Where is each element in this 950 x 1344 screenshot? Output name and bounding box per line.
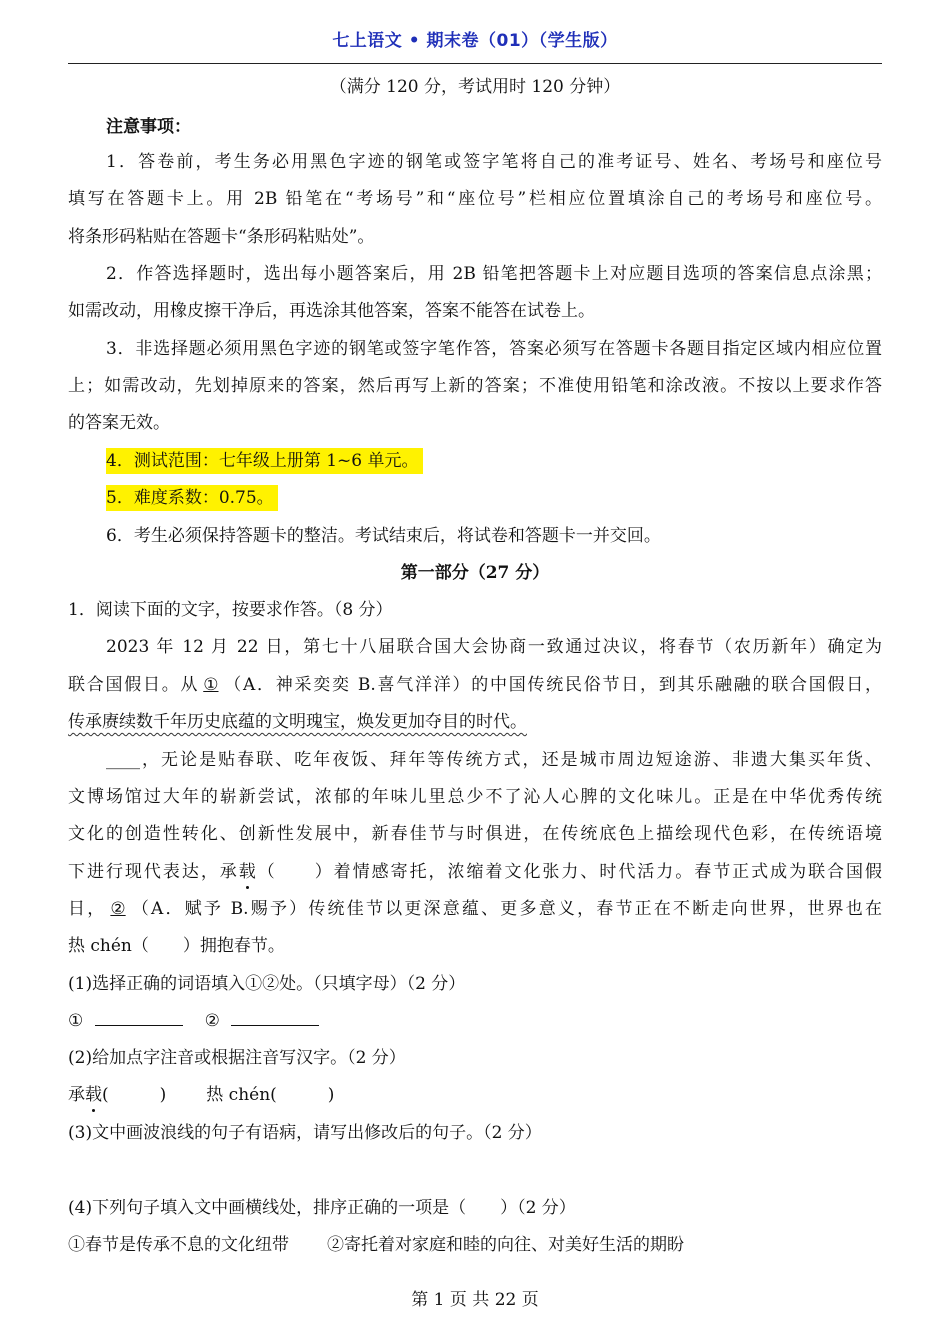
pinyin-answer-1-dotted: 载 [85, 1085, 102, 1105]
passage-p2-line-5 [68, 898, 882, 920]
notice-heading: 注意事项： [106, 117, 191, 137]
notice-item-3-line-2: 上；如需改动，先划掉原来的答案，然后再写上新的答案；不准使用铅笔和涂改液。不按以上要求作答 [68, 376, 882, 396]
passage-p2-line-5-b: （A．赋予 B.赐予）传统佳节以更深意蕴、更多意义，春节正在不断走向世界，世界也在 [129, 899, 882, 919]
passage-p2-line-3: 文化的创造性转化、创新性发展中，新春佳节与时俱进，在传统底色上描绘现代色彩，在传统语境 [68, 824, 882, 844]
passage-p2-line-2: 文博场馆过大年的崭新尝试，浓郁的年味儿里总少不了沁人心脾的文化味儿。正是在中华优秀传统 [68, 787, 882, 807]
passage-p2-line-4 [68, 861, 882, 883]
answer-2-label: ② [204, 1011, 220, 1031]
page-number: 第 1 页 共 22 页 [411, 1290, 539, 1310]
sub-question-1: (1)选择正确的词语填入①②处。（只填字母）（2 分） [68, 974, 466, 994]
passage-p2-line-4-a: 下进行现代表达，承 [68, 862, 239, 882]
passage-p2-line-6: 热 chén（ ）拥抱春节。 [68, 936, 285, 956]
sub-question-2-answers [68, 1084, 882, 1106]
pinyin-answer-1-pre: 承 [68, 1085, 85, 1105]
passage-p1-line-1: 2023 年 12 月 22 日，第七十八届联合国大会协商一致通过决议，将春节（农历新年）确定为 [106, 637, 882, 657]
passage-p1-line-2-b: （A．神采奕奕 B.喜气洋洋）的中国传统民俗节日，到其乐融融的联合国假日， [222, 675, 883, 695]
answer-1-label: ① [68, 1011, 84, 1031]
sub-question-2: (2)给加点字注音或根据注音写汉字。（2 分） [68, 1048, 406, 1068]
part-1-title: 第一部分（27 分） [400, 563, 550, 583]
answer-2-blank[interactable] [231, 1011, 319, 1026]
passage-p2-line-4-b: （ ）着情感寄托，浓缩着文化张力、时代活力。春节正式成为联合国假 [255, 862, 883, 882]
fill-blank-line: ____ [106, 750, 140, 770]
passage-p1-line-2-a: 联合国假日。从 [68, 675, 200, 695]
question-1-prompt: 1．阅读下面的文字，按要求作答。（8 分） [68, 600, 393, 620]
sub-question-4: (4)下列句子填入文中画横线处，排序正确的一项是（ ）（2 分） [68, 1198, 576, 1218]
notice-item-1-line-2: 填写在答题卡上。用 2B 铅笔在“考场号”和“座位号”栏相应位置填涂自己的考场号和座位号。 [68, 189, 882, 209]
passage-p2-line-1-text: ，无论是贴春联、吃年夜饭、拜年等传统方式，还是城市周边短途游、非遗大集买年货、 [140, 750, 882, 770]
notice-item-6: 6．考生必须保持答题卡的整洁。考试结束后，将试卷和答题卡一并交回。 [106, 526, 661, 546]
passage-p2-line-1 [106, 749, 882, 771]
blank-2-marker: ② [110, 899, 126, 919]
header-divider [68, 63, 882, 64]
page-header-title: 七上语文 • 期末卷（01）（学生版） [332, 31, 618, 51]
notice-item-4 [106, 450, 920, 472]
notice-item-1-line-1: 1．答卷前，考生务必用黑色字迹的钢笔或签字笔将自己的准考证号、姓名、考场号和座位号 [106, 152, 882, 172]
notice-item-3-line-3: 的答案无效。 [68, 413, 170, 433]
notice-item-3-line-1: 3．非选择题必须用黑色字迹的钢笔或签字笔作答，答案必须写在答题卡各题目指定区域内相应位置 [106, 339, 882, 359]
option-2: ②寄托着对家庭和睦的向往、对美好生活的期盼 [327, 1235, 684, 1255]
notice-item-5-highlight: 5．难度系数：0.75。 [106, 485, 278, 511]
dotted-char-zai: 载 [238, 862, 256, 882]
sub-question-1-answers [68, 1010, 882, 1032]
notice-item-4-highlight: 4．测试范围：七年级上册第 1~6 单元。 [106, 448, 423, 474]
sub-question-4-options [68, 1234, 882, 1256]
pinyin-answer-2[interactable]: 热 chén( ) [206, 1085, 335, 1105]
sub-question-3: (3)文中画波浪线的句子有语病，请写出修改后的句子。（2 分） [68, 1123, 542, 1143]
wavy-underlined-sentence: 传承赓续数千年历史底蕴的文明瑰宝，焕发更加夺目的时代。 [68, 712, 527, 732]
answer-1-blank[interactable] [95, 1011, 183, 1026]
passage-p1-line-2 [68, 674, 882, 696]
passage-p1-line-3 [68, 711, 882, 733]
pinyin-answer-1-paren[interactable]: ( ) [102, 1085, 167, 1105]
notice-item-2-line-1: 2．作答选择题时，选出每小题答案后，用 2B 铅笔把答题卡上对应题目选项的答案信息点涂黑； [106, 264, 882, 284]
notice-item-5 [106, 487, 920, 509]
option-1: ①春节是传承不息的文化纽带 [68, 1235, 289, 1255]
exam-info: （满分 120 分，考试用时 120 分钟） [329, 77, 621, 97]
blank-1-marker: ① [203, 675, 219, 695]
passage-p2-line-5-a: 日， [68, 899, 107, 919]
notice-item-2-line-2: 如需改动，用橡皮擦干净后，再选涂其他答案，答案不能答在试卷上。 [68, 301, 595, 321]
notice-item-1-line-3: 将条形码粘贴在答题卡“条形码粘贴处”。 [68, 227, 375, 247]
